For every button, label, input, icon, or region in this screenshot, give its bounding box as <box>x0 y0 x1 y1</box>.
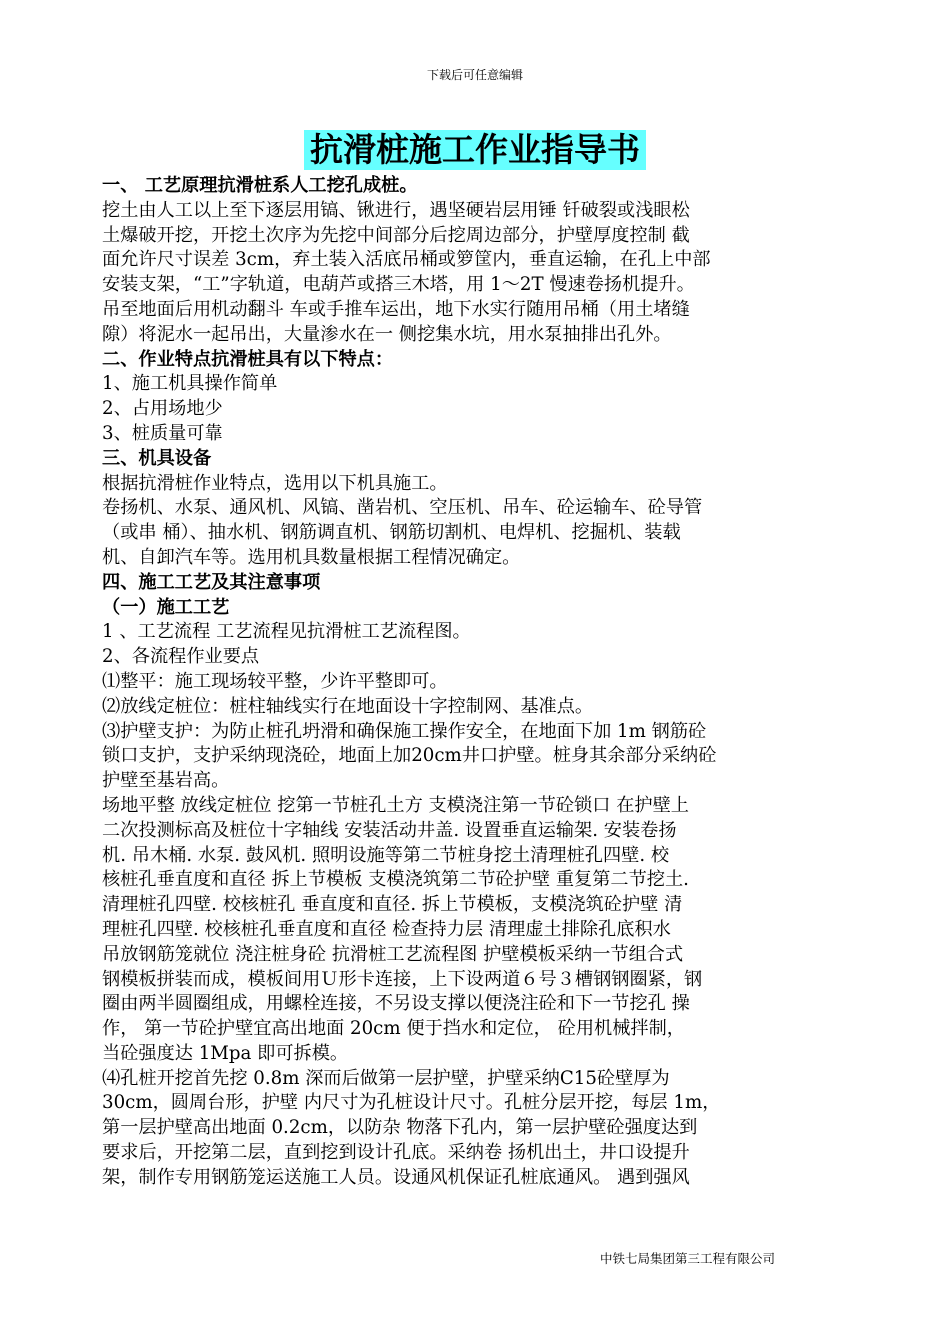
body-line: ⑶护壁支护：为防止桩孔坍滑和确保施工操作安全，在地面下加 1m 钢筋砼 <box>102 720 707 742</box>
body-line: 1、施工机具操作简单 <box>102 373 278 395</box>
body-line: ⑷孔桩开挖首先挖 0.8m 深而后做第一层护壁，护壁采纳C15砼壁厚为 <box>102 1067 670 1089</box>
body-line: 场地平整 放线定桩位 挖第一节桩孔土方 支模浇注第一节砼锁口 在护壁上 <box>102 794 689 816</box>
body-line: 面允许尺寸误差 3cm，弃土装入活底吊桶或箩筐内，垂直运输，在孔上中部 <box>102 249 711 271</box>
body-line: 3、桩质量可靠 <box>102 422 223 444</box>
body-line: 当砼强度达 1Mpa 即可拆模。 <box>102 1042 349 1064</box>
header-note: 下载后可任意编辑 <box>426 68 523 82</box>
section-heading: 四、施工工艺及其注意事项 <box>102 571 321 593</box>
body-line: 30cm，圆周台形，护壁 内尺寸为孔桩设计尺寸。孔桩分层开挖，每层 1m， <box>102 1092 721 1114</box>
body-line: 1 、工艺流程 工艺流程见抗滑桩工艺流程图。 <box>102 621 471 643</box>
body-line: 护壁至基岩高。 <box>102 770 230 792</box>
title-container <box>0 130 950 170</box>
body-line: 机、自卸汽车等。选用机具数量根据工程情况确定。 <box>102 546 521 568</box>
body-line: 2、占用场地少 <box>102 398 223 420</box>
body-line: 挖土由人工以上至下逐层用镐、锹进行，遇坚硬岩层用锤 钎破裂或浅眼松 <box>102 199 690 221</box>
body-line: ⑴整平：施工现场较平整，少许平整即可。 <box>102 670 448 692</box>
body-line: 二次投测标高及桩位十字轴线 安装活动井盖. 设置垂直运输架. 安装卷扬 <box>102 819 677 841</box>
body-line: 要求后，开挖第二层，直到挖到设计孔底。采纳卷 扬机出土，井口设提升 <box>102 1142 690 1164</box>
body-line: 第一层护壁高出地面 0.2cm，以防杂 物落下孔内，第一层护壁砼强度达到 <box>102 1117 698 1139</box>
body-line: ⑵放线定桩位：桩柱轴线实行在地面设十字控制网、基准点。 <box>102 695 594 717</box>
document-body <box>102 174 862 1191</box>
section-heading: 三、机具设备 <box>102 447 212 469</box>
body-line: 钢模板拼装而成，模板间用Ｕ形卡连接，上下设两道６号３槽钢钢圈紧，钢 <box>102 968 703 990</box>
body-line: 作， 第一节砼护壁宜高出地面 20cm 便于挡水和定位， 砼用机械拌制， <box>102 1018 685 1040</box>
body-line: 隙）将泥水一起吊出，大量渗水在一 侧挖集水坑，用水泵抽排出孔外。 <box>102 323 672 345</box>
section-heading: 二、作业特点抗滑桩具有以下特点： <box>102 348 394 370</box>
body-line: 吊放钢筋笼就位 浇注桩身砼 抗滑桩工艺流程图 护壁模板采纳一节组合式 <box>102 943 684 965</box>
body-line: 安装支架，“工”字轨道，电葫芦或搭三木塔，用 1～2T 慢速卷扬机提升。 <box>102 274 695 296</box>
body-line: （或串 桶）、抽水机、钢筋调直机、钢筋切割机、电焊机、挖掘机、装载 <box>102 522 681 544</box>
body-line: 架，制作专用钢筋笼运送施工人员。设通风机保证孔桩底通风。 遇到强风 <box>102 1166 690 1188</box>
body-line: 核桩孔垂直度和直径 拆上节模板 支模浇筑第二节砼护壁 重复第二节挖土. <box>102 869 689 891</box>
body-line: 吊至地面后用机动翻斗 车或手推车运出，地下水实行随用吊桶（用土堵缝 <box>102 298 690 320</box>
section-heading: （一）施工工艺 <box>102 596 230 618</box>
body-line: 土爆破开挖，开挖土次序为先挖中间部分后挖周边部分，护壁厚度控制 截 <box>102 224 690 246</box>
body-line: 圈由两半圆圈组成，用螺栓连接，不另设支撑以便浇注砼和下一节挖孔 操 <box>102 993 690 1015</box>
body-line: 卷扬机、水泵、通风机、风镐、凿岩机、空压机、吊车、砼运输车、砼导管 <box>102 497 703 519</box>
document-title: 抗滑桩施工作业指导书 <box>304 130 646 170</box>
footer-company: 中铁七局集团第三工程有限公司 <box>600 1251 776 1266</box>
body-line: 锁口支护，支护采纳现浇砼，地面上加20cm井口护壁。桩身其余部分采纳砼 <box>102 745 717 767</box>
section-heading: 一、 工艺原理抗滑桩系人工挖孔成桩。 <box>102 175 418 196</box>
body-line: 2、各流程作业要点 <box>102 646 260 668</box>
body-line: 机. 吊木桶. 水泵. 鼓风机. 照明设施等第二节桩身挖土清理桩孔四壁. 校 <box>102 844 670 866</box>
body-line: 根据抗滑桩作业特点，选用以下机具施工。 <box>102 472 448 494</box>
body-line: 清理桩孔四壁. 校核桩孔 垂直度和直径. 拆上节模板，支模浇筑砼护壁 清 <box>102 894 683 916</box>
body-line: 理桩孔四壁. 校核桩孔垂直度和直径 检查持力层 清理虚土排除孔底积水 <box>102 918 671 940</box>
